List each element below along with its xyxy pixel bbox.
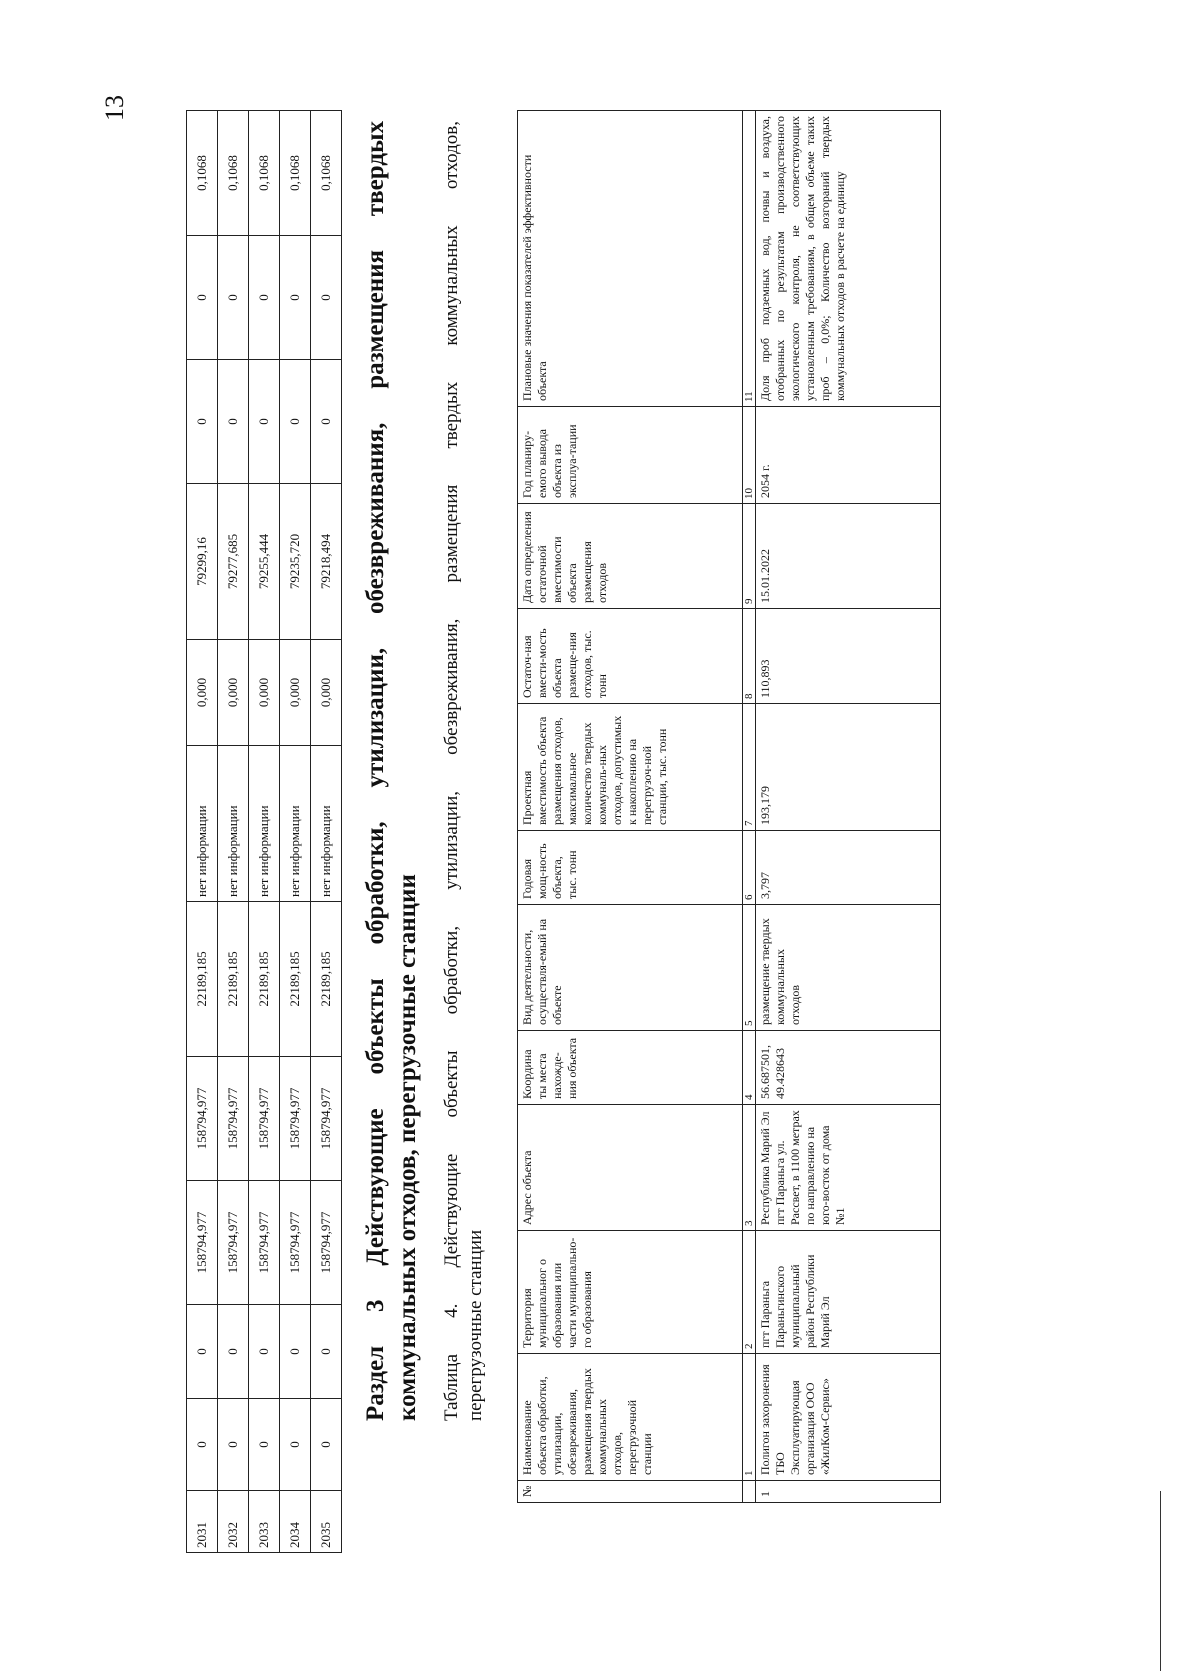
cell-c8: 79299,16	[187, 484, 218, 640]
cell-c2: 0	[187, 1305, 218, 1399]
facilities-table	[517, 110, 941, 1503]
column-number: 7	[743, 704, 756, 831]
table-row	[218, 111, 249, 1553]
forecast-table-continuation	[186, 110, 342, 1553]
column-header: Наименование объекта обработки, утилизации, обезвреживания, размещения твердых коммунальных отходов, перегрузочной станции	[518, 1354, 743, 1481]
cell-c1: 0	[311, 1399, 342, 1491]
page-number: 13	[100, 95, 129, 121]
cell-residual-capacity: 110,893	[756, 609, 941, 704]
cell-c6: нет информации	[187, 746, 218, 902]
cell-c9: 0	[311, 360, 342, 484]
cell-c2: 0	[280, 1305, 311, 1399]
column-number-row	[743, 111, 756, 1503]
cell-c4: 158794,977	[249, 1057, 280, 1181]
table-row	[756, 111, 941, 1503]
cell-year: 2032	[218, 1491, 249, 1553]
cell-c1: 0	[249, 1399, 280, 1491]
column-number: 1	[743, 1354, 756, 1481]
cell-c1: 0	[280, 1399, 311, 1491]
cell-c7: 0,000	[280, 640, 311, 746]
cell-c8: 79255,444	[249, 484, 280, 640]
cell-c10: 0	[280, 236, 311, 360]
cell-c7: 0,000	[218, 640, 249, 746]
cell-c6: нет информации	[249, 746, 280, 902]
column-number: 6	[743, 831, 756, 905]
cell-c5: 22189,185	[187, 902, 218, 1057]
cell-c1: 0	[187, 1399, 218, 1491]
column-number: 9	[743, 504, 756, 609]
cell-c5: 22189,185	[218, 902, 249, 1057]
cell-c6: нет информации	[218, 746, 249, 902]
column-number: 3	[743, 1105, 756, 1231]
cell-c6: нет информации	[280, 746, 311, 902]
section-heading-line2: коммунальных отходов, перегрузочные станции	[394, 874, 421, 1421]
table-header-row	[518, 111, 743, 1503]
column-number: 4	[743, 1031, 756, 1105]
table-row	[249, 111, 280, 1553]
column-number: 5	[743, 905, 756, 1031]
cell-indicators: Доля проб подземных вод, почвы и воздуха, отобранных по результатам производственного экологического контроля, не соответствующих установленным требованиям, в общем объеме таких проб – 0,0%; Количество возгораний твердых коммунальных отходов в расчете на единицу	[756, 111, 941, 407]
cell-c4: 158794,977	[187, 1057, 218, 1181]
cell-name: Полигон захоронения ТБО Эксплуатирующая организация ООО «ЖилКом-Сервис»	[756, 1354, 941, 1481]
cell-year: 2034	[280, 1491, 311, 1553]
column-header: Территория муниципальног о образования или части муниципально-го образования	[518, 1231, 743, 1354]
cell-c7: 0,000	[187, 640, 218, 746]
cell-c5: 22189,185	[249, 902, 280, 1057]
cell-c7: 0,000	[311, 640, 342, 746]
section-heading	[360, 121, 424, 1421]
cell-c11: 0,1068	[218, 111, 249, 236]
cell-year: 2031	[187, 1491, 218, 1553]
cell-year: 2035	[311, 1491, 342, 1553]
cell-c2: 0	[311, 1305, 342, 1399]
cell-territory: пгт Параньга Параньгинского муниципальный район Республики Марий Эл	[756, 1231, 941, 1354]
cell-c8: 79218,494	[311, 484, 342, 640]
cell-c3: 158794,977	[311, 1181, 342, 1305]
cell-c5: 22189,185	[280, 902, 311, 1057]
cell-capacity: 3,797	[756, 831, 941, 905]
column-header: Вид деятельности, осуществля-емый на объекте	[518, 905, 743, 1031]
column-header: Проектная вместимость объекта размещения отходов, максимальное количество твердых коммуналь-ных отходов, допустимых к накоплению на перегрузоч-ной станции, тыс. тонн	[518, 704, 743, 831]
section-heading-line1: Раздел 3 Действующие объекты обработки, утилизации, обезвреживания, размещения твердых	[362, 121, 389, 1421]
cell-activity: размещение твердых коммунальных отходов	[756, 905, 941, 1031]
cell-c1: 0	[218, 1399, 249, 1491]
cell-c9: 0	[249, 360, 280, 484]
cell-c11: 0,1068	[311, 111, 342, 236]
cell-c10: 0	[249, 236, 280, 360]
footnote-rule	[1160, 1491, 1161, 1671]
column-header: Координа ты места нахожде-ния объекта	[518, 1031, 743, 1105]
cell-c2: 0	[249, 1305, 280, 1399]
column-number: 2	[743, 1231, 756, 1354]
cell-c3: 158794,977	[280, 1181, 311, 1305]
column-header: Остаточ-ная вмести-мость объекта размеще-ния отходов, тыс. тонн	[518, 609, 743, 704]
cell-c4: 158794,977	[280, 1057, 311, 1181]
column-number	[743, 1481, 756, 1503]
table-row	[187, 111, 218, 1553]
column-header: Плановые значения показателей эффективности объекта	[518, 111, 743, 407]
column-number: 11	[743, 111, 756, 407]
table-caption-line1: Таблица 4. Действующие объекты обработки, утилизации, обезвреживания, размещения твердых коммунальных отходов,	[441, 121, 462, 1421]
cell-c9: 0	[218, 360, 249, 484]
cell-year-out: 2054 г.	[756, 407, 941, 504]
cell-date: 15.01.2022	[756, 504, 941, 609]
cell-c4: 158794,977	[218, 1057, 249, 1181]
cell-c5: 22189,185	[311, 902, 342, 1057]
cell-coordinates: 56.687501, 49.428643	[756, 1031, 941, 1105]
cell-c3: 158794,977	[187, 1181, 218, 1305]
cell-c8: 79235,720	[280, 484, 311, 640]
cell-c11: 0,1068	[280, 111, 311, 236]
cell-c9: 0	[187, 360, 218, 484]
cell-c8: 79277,685	[218, 484, 249, 640]
column-header: Адрес объекта	[518, 1105, 743, 1231]
column-number: 10	[743, 407, 756, 504]
cell-c7: 0,000	[249, 640, 280, 746]
column-header: №	[518, 1481, 743, 1503]
table-caption-line2: перегрузочные станции	[465, 1229, 486, 1421]
column-header: Год планиру-емого вывода объекта из эксплуа-тации	[518, 407, 743, 504]
cell-year: 2033	[249, 1491, 280, 1553]
cell-c9: 0	[280, 360, 311, 484]
cell-c10: 0	[187, 236, 218, 360]
cell-c11: 0,1068	[249, 111, 280, 236]
column-header: Годовая мощ-ность объекта, тыс. тонн	[518, 831, 743, 905]
cell-c2: 0	[218, 1305, 249, 1399]
cell-no: 1	[756, 1481, 941, 1503]
cell-c3: 158794,977	[218, 1181, 249, 1305]
cell-design-capacity: 193,179	[756, 704, 941, 831]
cell-c11: 0,1068	[187, 111, 218, 236]
table-row	[311, 111, 342, 1553]
cell-c3: 158794,977	[249, 1181, 280, 1305]
column-header: Дата определения остаточной вместимости объекта размещения отходов	[518, 504, 743, 609]
cell-c10: 0	[311, 236, 342, 360]
cell-c10: 0	[218, 236, 249, 360]
cell-c6: нет информации	[311, 746, 342, 902]
cell-c4: 158794,977	[311, 1057, 342, 1181]
cell-address: Республика Марий Эл пгт Параньга ул. Рассвет, в 1100 метрах по направлению на юго-восток от дома №1	[756, 1105, 941, 1231]
table-caption	[440, 121, 488, 1421]
column-number: 8	[743, 609, 756, 704]
table-row	[280, 111, 311, 1553]
